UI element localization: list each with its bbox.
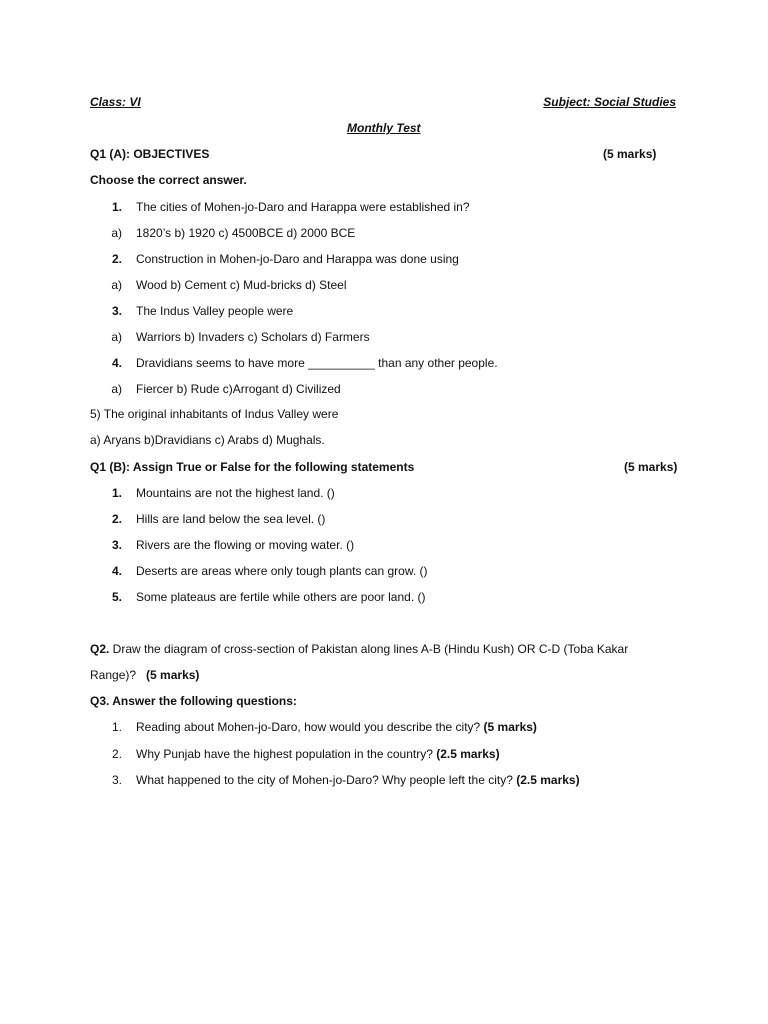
question-text: Dravidians seems to have more __________ than any other people. — [136, 356, 498, 370]
question-number: 1. — [111, 720, 122, 734]
question-text: The Indus Valley people were — [136, 304, 294, 318]
q2-text-continued: Range)? — [90, 668, 137, 682]
question-number: 2. — [111, 747, 122, 761]
q2-marks: (5 marks) — [146, 668, 200, 682]
class-label: Class: VI — [90, 95, 141, 109]
question-text: Reading about Mohen-jo-Daro, how would you describe the city? — [136, 720, 481, 734]
test-title: Monthly Test — [347, 121, 421, 135]
question-line — [136, 719, 537, 735]
statement-number: 2. — [111, 512, 122, 526]
question-number: 4. — [111, 356, 122, 370]
statement-number: 5. — [111, 590, 122, 604]
q2-label: Q2. — [90, 642, 110, 656]
q1b-heading: Q1 (B): Assign True or False for the following statements — [90, 460, 415, 474]
statement-number: 4. — [111, 564, 122, 578]
question-number: 1. — [111, 200, 122, 214]
question-text: Why Punjab have the highest population in the country? — [136, 747, 433, 761]
options-text: 1820’s b) 1920 c) 4500BCE d) 2000 BCE — [136, 226, 356, 240]
q1a-heading: Q1 (A): OBJECTIVES — [90, 147, 210, 161]
question-number: 2. — [111, 252, 122, 266]
statement-number: 3. — [111, 538, 122, 552]
question-marks: (2.5 marks) — [436, 747, 500, 761]
question-line — [136, 772, 580, 788]
question-text: Construction in Mohen-jo-Daro and Harappa was done using — [136, 252, 459, 266]
q1a-marks: (5 marks) — [603, 147, 657, 161]
q1b-marks: (5 marks) — [624, 460, 678, 474]
question-marks: (2.5 marks) — [516, 773, 580, 787]
options-text: Wood b) Cement c) Mud-bricks d) Steel — [136, 278, 347, 292]
question-number: 3. — [111, 773, 122, 787]
question-number: 3. — [111, 304, 122, 318]
question-5-text: 5) The original inhabitants of Indus Valley were — [90, 407, 339, 421]
option-number: a) — [111, 226, 122, 240]
statement-number: 1. — [111, 486, 122, 500]
question-text: What happened to the city of Mohen-jo-Daro? Why people left the city? — [136, 773, 513, 787]
statement-text: Deserts are areas where only tough plants can grow. () — [136, 564, 428, 578]
options-text: Warriors b) Invaders c) Scholars d) Farmers — [136, 330, 370, 344]
q2-line-2 — [90, 667, 199, 683]
statement-text: Rivers are the flowing or moving water. () — [136, 538, 355, 552]
options-text: Fiercer b) Rude c)Arrogant d) Civilized — [136, 382, 341, 396]
option-number: a) — [111, 330, 122, 344]
q1a-instruction: Choose the correct answer. — [90, 173, 247, 187]
statement-text: Hills are land below the sea level. () — [136, 512, 326, 526]
option-number: a) — [111, 382, 122, 396]
question-line — [136, 746, 500, 762]
q2-text: Draw the diagram of cross-section of Pakistan along lines A-B (Hindu Kush) OR C-D (Toba Kakar — [109, 642, 629, 656]
option-number: a) — [111, 278, 122, 292]
question-5-options: a) Aryans b)Dravidians c) Arabs d) Mughals. — [90, 433, 325, 447]
statement-text: Mountains are not the highest land. () — [136, 486, 335, 500]
q3-heading: Q3. Answer the following questions: — [90, 694, 297, 708]
question-marks: (5 marks) — [483, 720, 537, 734]
question-text: The cities of Mohen-jo-Daro and Harappa were established in? — [136, 200, 470, 214]
statement-text: Some plateaus are fertile while others are poor land. () — [136, 590, 426, 604]
subject-label: Subject: Social Studies — [543, 95, 676, 109]
q2-line-1 — [90, 641, 628, 657]
